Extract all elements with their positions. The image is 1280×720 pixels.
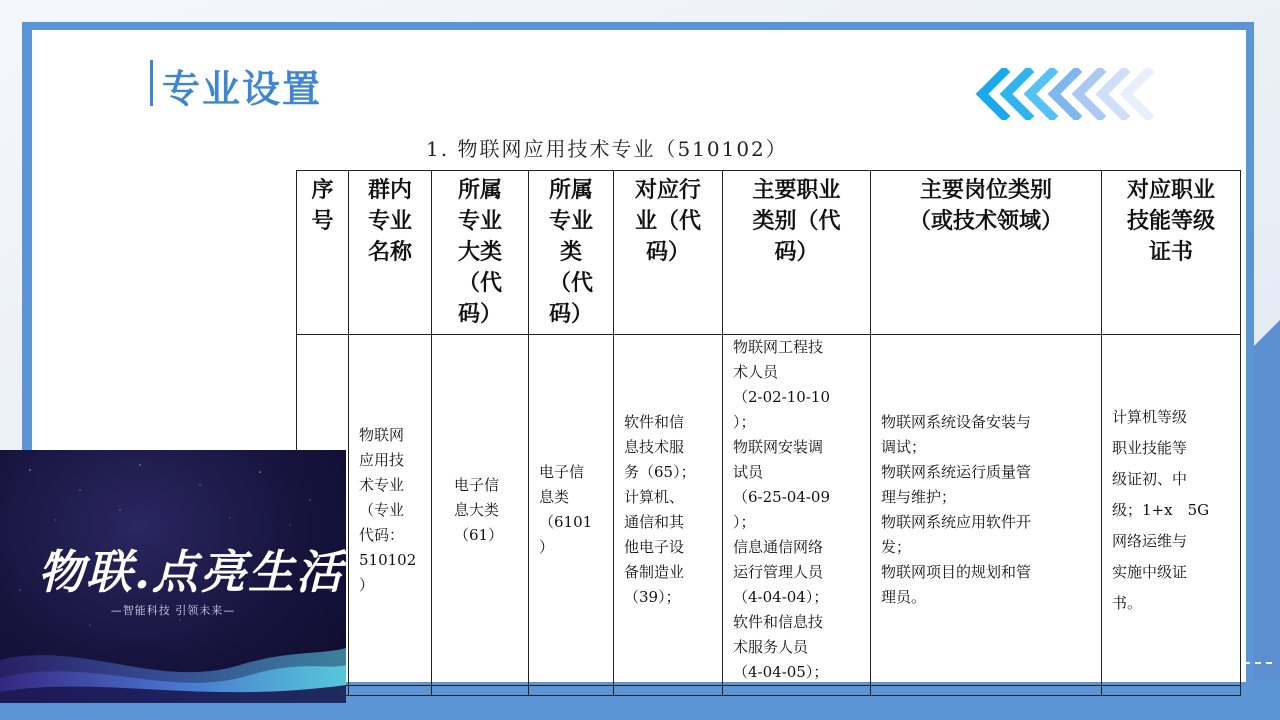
table-cell: 物联网系统设备安装与 调试； 物联网系统运行质量管 理与维护； 物联网系统应用软件开 发； 物联网项目的规划和管 理员。	[871, 335, 1102, 686]
major-settings-table	[296, 170, 1241, 696]
header-cell: 序 号	[297, 171, 349, 335]
table-row-empty	[297, 686, 1241, 696]
banner-title: 物联.点亮生活	[38, 545, 345, 599]
table-cell: 计算机等级 职业技能等 级证初、中 级；1+x 5G 网络运维与 实施中级证 书。	[1102, 335, 1241, 686]
chevrons-left-icon	[972, 68, 1162, 120]
table-cell: 电子信 息类 （6101 ）	[529, 335, 614, 686]
header-cell: 对应行 业（代 码）	[614, 171, 723, 335]
table-row	[297, 335, 1241, 686]
header-cell: 主要职业 类别（代 码）	[723, 171, 871, 335]
table-cell	[432, 686, 529, 696]
page-title: 专业设置	[162, 67, 323, 111]
header-cell: 所属 专业 大类 （代 码）	[432, 171, 529, 335]
table-cell: 物联网 应用技 术专业 （专业 代码： 510102 ）	[349, 335, 432, 686]
table-cell	[723, 686, 871, 696]
banner-subtitle: —智能科技 引领未来—	[110, 604, 236, 617]
table-cell: 电子信 息大类 （61）	[432, 335, 529, 686]
wave-decoration	[0, 630, 346, 703]
header-cell: 群内 专业 名称	[349, 171, 432, 335]
table-caption: 1. 物联网应用技术专业（510102）	[426, 137, 788, 161]
table-cell	[1102, 686, 1241, 696]
decorative-dash	[1244, 662, 1272, 664]
table-header-row	[297, 171, 1241, 335]
table-cell	[529, 686, 614, 696]
table-cell: 物联网工程技 术人员 （2-02-10-10 ）； 物联网安装调 试员 （6-25-04-09 ）； 信息通信网络 运行管理人员 （4-04-04）； 软件和信息技 术服务人员 （4-04-05）；	[723, 335, 871, 686]
header-cell: 对应职业 技能等级 证书	[1102, 171, 1241, 335]
table-cell	[871, 686, 1102, 696]
promo-banner	[0, 450, 346, 703]
table-cell: 软件和信 息技术服 务（65）； 计算机、 通信和其 他电子设 备制造业 （39）；	[614, 335, 723, 686]
header-cell: 主要岗位类别 （或技术领域）	[871, 171, 1102, 335]
table-cell	[614, 686, 723, 696]
title-accent-bar	[150, 60, 153, 106]
header-cell: 所属 专业 类 （代 码）	[529, 171, 614, 335]
table-cell	[349, 686, 432, 696]
